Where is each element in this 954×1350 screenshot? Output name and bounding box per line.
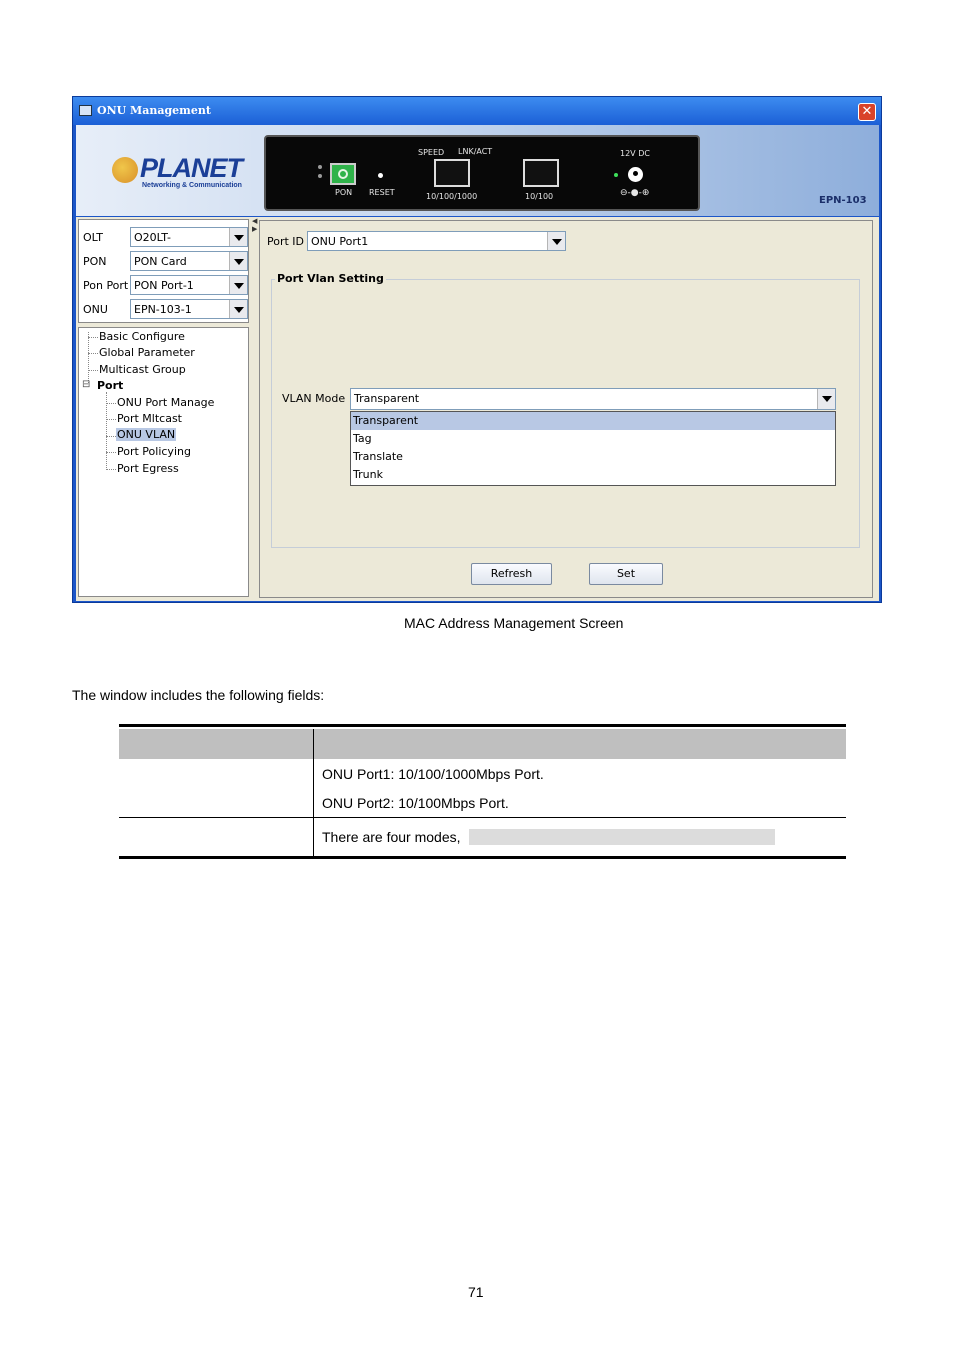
tree-item-port-multicast[interactable]: Port Mltcast: [117, 412, 182, 425]
page-number: 71: [468, 1284, 484, 1300]
title-bar: [73, 97, 881, 125]
led-icon: [318, 165, 322, 169]
olt-value: O20LT-: [134, 231, 171, 244]
chevron-down-icon[interactable]: [229, 252, 247, 270]
tree-item-onu-vlan[interactable]: ONU VLAN: [117, 428, 176, 441]
planet-logo-icon: [112, 157, 138, 183]
polarity-label: ⊖-●-⊕: [620, 188, 650, 198]
power-led-icon: [614, 173, 618, 177]
olt-select[interactable]: [130, 227, 248, 247]
reset-button-icon: [378, 173, 383, 178]
brand-subtitle: Networking & Communication: [142, 182, 242, 189]
port-id-select[interactable]: [307, 231, 566, 251]
intro-text: The window includes the following fields:: [72, 687, 325, 703]
selector-panel: [78, 219, 249, 323]
window-icon: [79, 105, 92, 116]
dc-jack-icon: [628, 167, 643, 182]
vlan-mode-label: VLAN Mode: [282, 392, 346, 405]
vlan-mode-dropdown: [350, 411, 836, 486]
table-header: [119, 729, 846, 759]
highlight-block: [469, 829, 775, 845]
tree-group-port[interactable]: Port: [97, 379, 124, 392]
pon-value: PON Card: [134, 255, 187, 268]
navigation-tree: [78, 327, 249, 597]
vlan-option-tag[interactable]: Tag: [353, 432, 372, 445]
pon-port-icon: [330, 163, 356, 185]
tree-item-port-policying[interactable]: Port Policying: [117, 445, 191, 458]
port2-label: 10/100: [525, 192, 554, 201]
close-button[interactable]: ✕: [858, 103, 876, 121]
speed-label: SPEED: [418, 148, 445, 157]
onu-select[interactable]: [130, 299, 248, 319]
vlan-mode-value: Transparent: [354, 392, 420, 405]
vlan-option-translate[interactable]: Translate: [353, 450, 403, 463]
pon-port-label: Pon Port: [83, 279, 129, 292]
port-id-value: ONU Port1: [311, 235, 369, 248]
banner: [76, 125, 879, 216]
table-cell: ONU Port2: 10/100Mbps Port.: [322, 795, 509, 811]
set-button[interactable]: Set: [589, 563, 663, 585]
tree-item-multicast-group[interactable]: Multicast Group: [99, 363, 186, 376]
collapse-icon[interactable]: ⊟: [82, 379, 91, 390]
window-title: ONU Management: [97, 104, 211, 117]
main-panel: [259, 220, 873, 598]
fields-table: [119, 724, 846, 859]
window-body: [76, 217, 879, 601]
table-cell: There are four modes,: [322, 829, 461, 845]
chevron-down-icon[interactable]: [229, 276, 247, 294]
vlan-mode-select[interactable]: [350, 388, 836, 410]
tree-item-basic-configure[interactable]: Basic Configure: [99, 330, 185, 343]
pon-port-value: PON Port-1: [134, 279, 194, 292]
table-cell: ONU Port1: 10/100/1000Mbps Port.: [322, 766, 544, 782]
tree-item-onu-port-manage[interactable]: ONU Port Manage: [117, 396, 215, 409]
port1-label: 10/100/1000: [426, 192, 478, 201]
lnk-act-label: LNK/ACT: [458, 147, 493, 156]
figure-caption: MAC Address Management Screen: [404, 615, 624, 631]
pon-label: PON: [335, 188, 353, 197]
device-panel: [264, 135, 700, 211]
pon-select[interactable]: [130, 251, 248, 271]
ethernet-port-icon: [434, 159, 470, 187]
olt-label: OLT: [83, 231, 103, 244]
onu-management-window: [72, 96, 882, 603]
chevron-down-icon[interactable]: [817, 389, 835, 409]
model-label: EPN-103: [819, 195, 867, 206]
onu-label: ONU: [83, 303, 108, 316]
power-label: 12V DC: [620, 149, 650, 158]
chevron-down-icon[interactable]: [229, 228, 247, 246]
brand-logo: PLANET: [140, 153, 242, 183]
pon-label: PON: [83, 255, 107, 268]
vlan-option-trunk[interactable]: Trunk: [353, 468, 383, 481]
splitter-arrows-icon[interactable]: ◀ ▶: [252, 217, 258, 233]
vlan-option-transparent[interactable]: Transparent: [351, 412, 835, 430]
pon-port-select[interactable]: [130, 275, 248, 295]
chevron-down-icon[interactable]: [547, 232, 565, 250]
led-icon: [318, 174, 322, 178]
group-title: Port Vlan Setting: [277, 272, 384, 285]
chevron-down-icon[interactable]: [229, 300, 247, 318]
tree-item-global-parameter[interactable]: Global Parameter: [99, 346, 195, 359]
tree-item-port-egress[interactable]: Port Egress: [117, 462, 179, 475]
ethernet-port-icon: [523, 159, 559, 187]
refresh-button[interactable]: Refresh: [471, 563, 552, 585]
port-id-label: Port ID: [267, 235, 305, 248]
reset-label: RESET: [369, 188, 395, 197]
onu-value: EPN-103-1: [134, 303, 192, 316]
